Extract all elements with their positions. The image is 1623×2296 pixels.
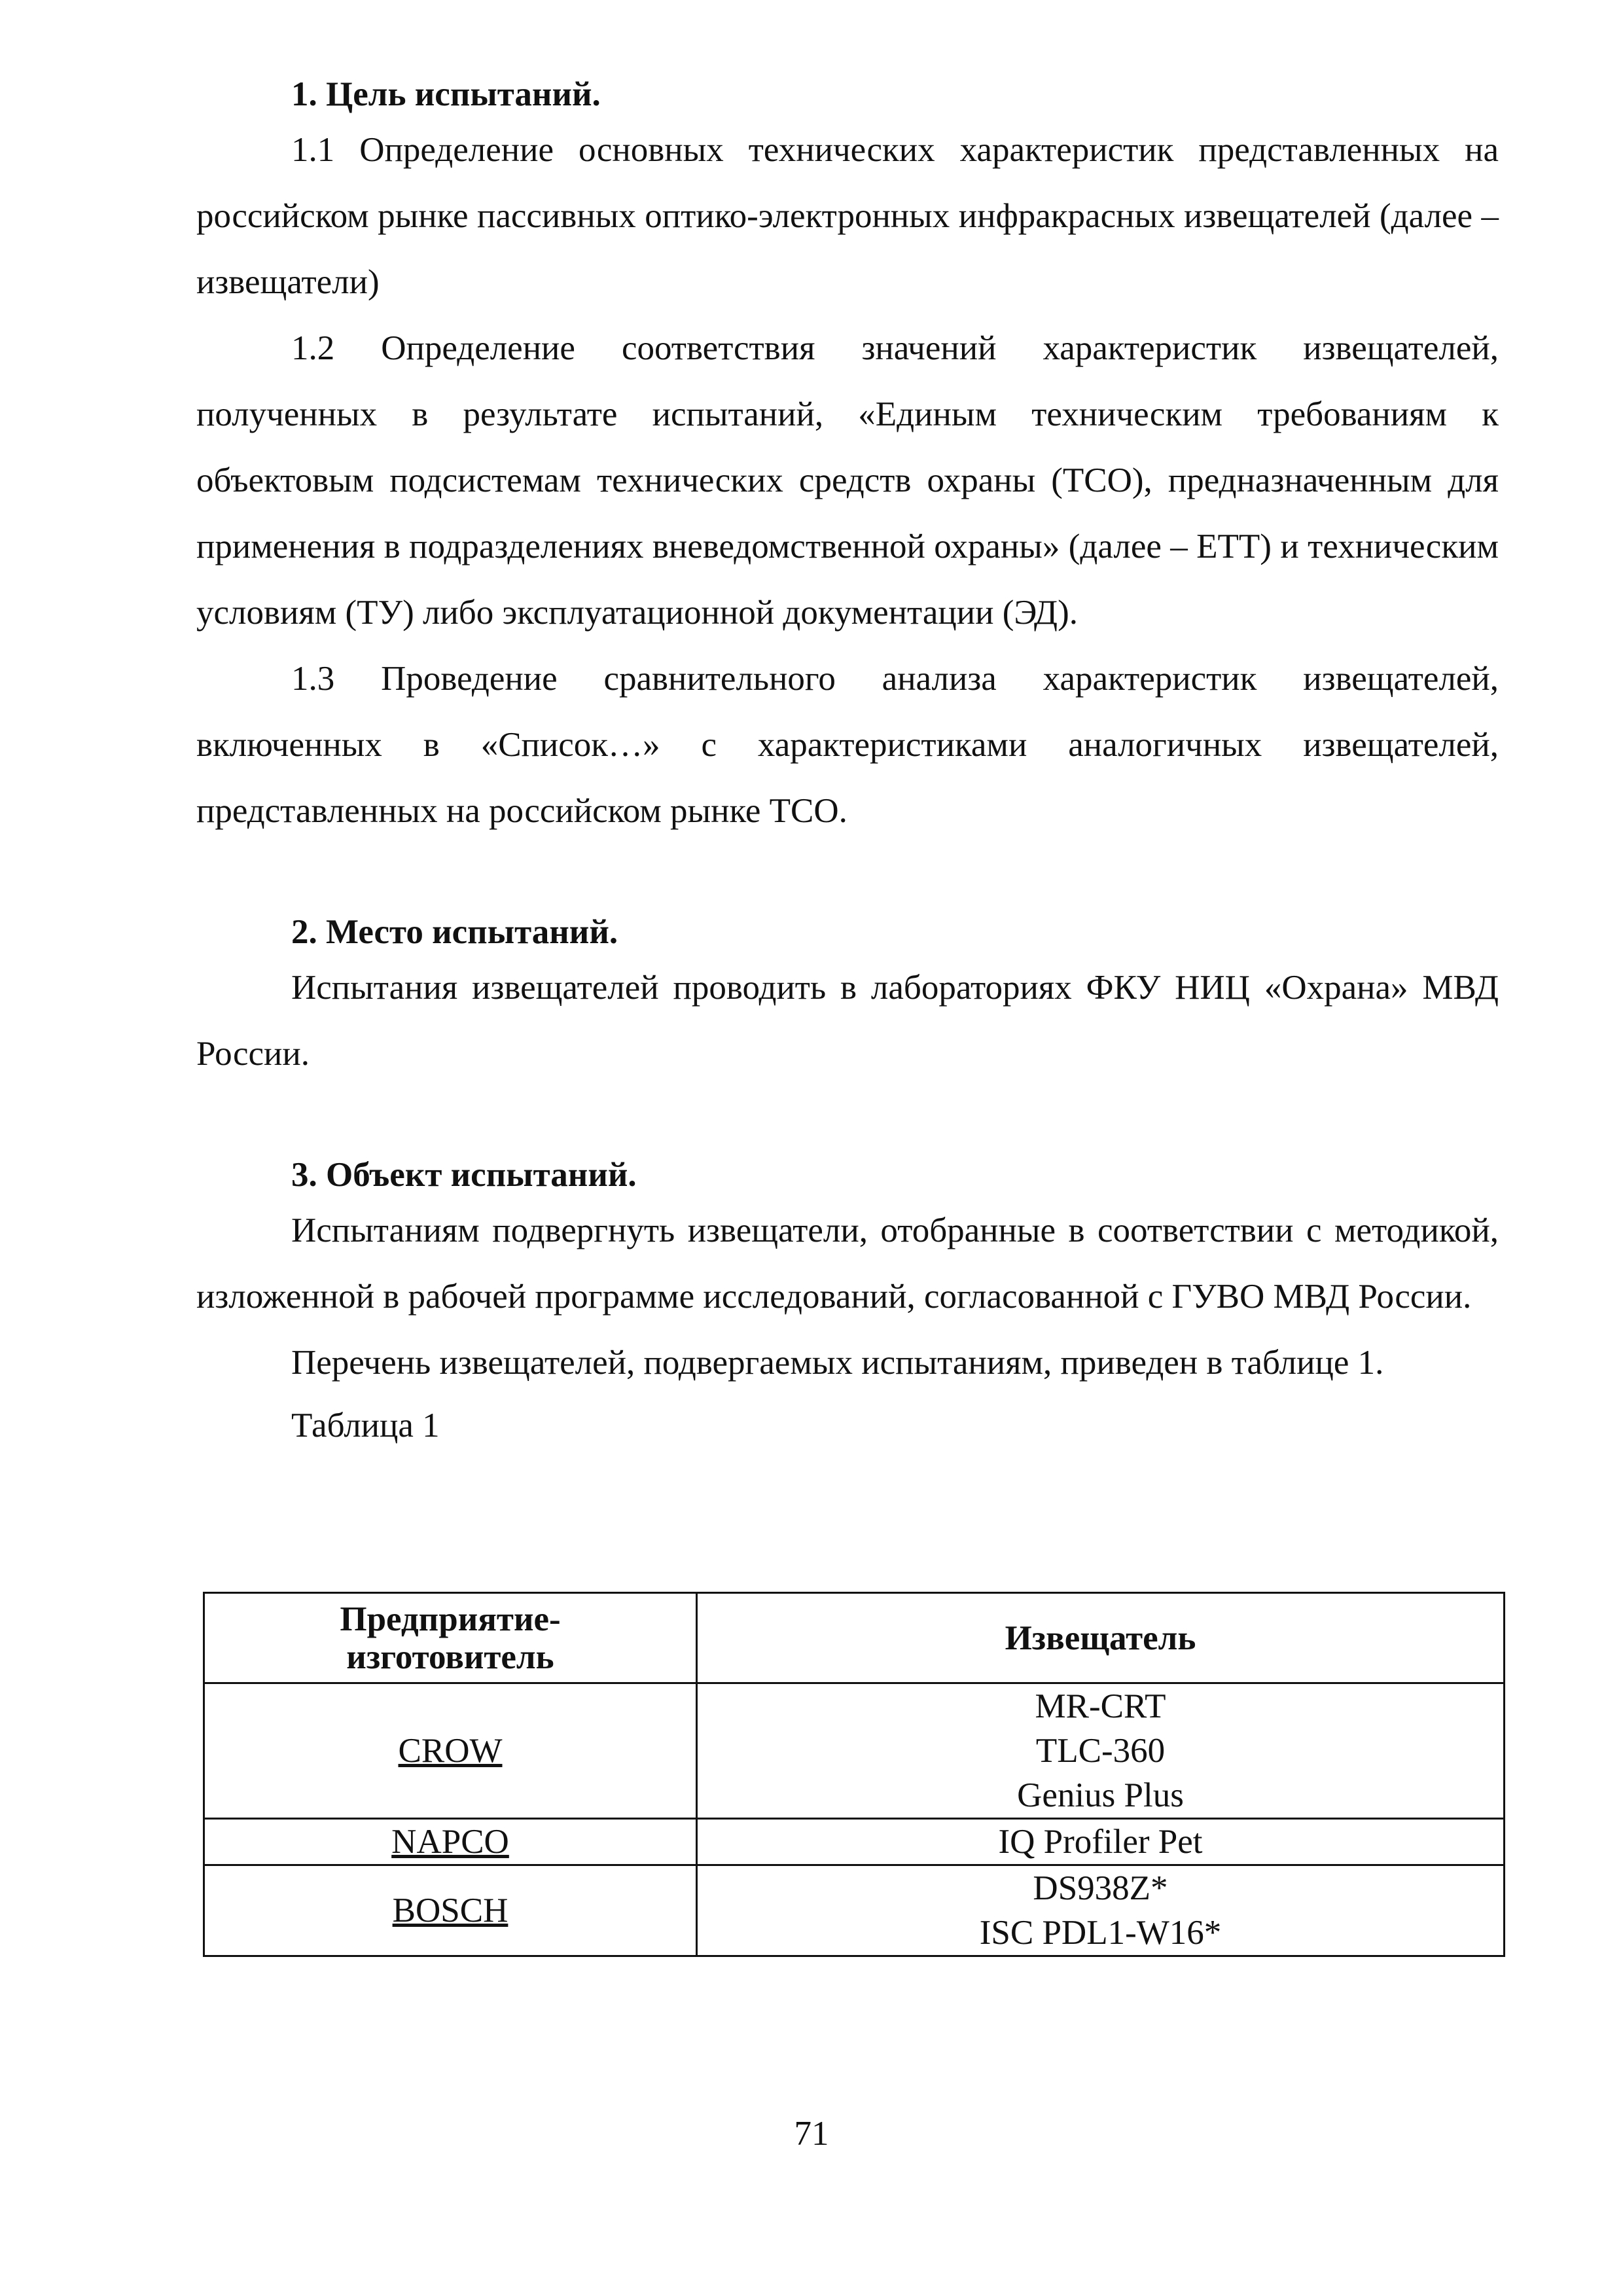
document-body <box>196 72 1499 1455</box>
section-1-para-1: 1.1 Определение основных технических характеристик представленных на российском рынке пассивных оптико-электронных инфракрасных извещателей (далее – извещатели) <box>196 130 1499 301</box>
section-3-title: 3. Объект испытаний. <box>291 1155 637 1194</box>
section-1-para-2: 1.2 Определение соответствия значений характеристик извещателей, полученных в результате испытаний, «Единым техническим требованиям к объектовым подсистемам технических средств охраны (ТСО), предназначенным для применения в подразделениях вневедомственной охраны» (далее – ЕТТ) и техническим условиям (ТУ) либо эксплуатационной документации (ЭД). <box>196 329 1499 632</box>
detector-name: DS938Z* <box>1033 1869 1168 1907</box>
section-3-para-1: Испытаниям подвергнуть извещатели, отобранные в соответствии с методикой, изложенной в рабочей программе исследований, согласованной с ГУВО МВД России. <box>196 1211 1499 1316</box>
manufacturer-cell[interactable] <box>204 1683 697 1819</box>
manufacturer-cell[interactable] <box>204 1865 697 1956</box>
section-1-title: 1. Цель испытаний. <box>291 75 601 113</box>
manufacturer-cell[interactable] <box>204 1819 697 1865</box>
table-caption: Таблица 1 <box>291 1406 440 1444</box>
detector-cell <box>697 1819 1505 1865</box>
detector-name: Genius Plus <box>1017 1776 1184 1814</box>
manufacturer-link[interactable]: NAPCO <box>391 1823 509 1861</box>
section-2-title: 2. Место испытаний. <box>291 912 618 951</box>
manufacturer-link[interactable]: CROW <box>398 1732 503 1770</box>
detectors-table <box>203 1592 1505 1957</box>
table-header-row <box>204 1593 1505 1683</box>
detector-name: IQ Profiler Pet <box>998 1823 1203 1861</box>
table-row <box>204 1819 1505 1865</box>
section-2-para-1: Испытания извещателей проводить в лабораториях ФКУ НИЦ «Охрана» МВД России. <box>196 968 1499 1073</box>
table-row <box>204 1865 1505 1956</box>
detector-cell <box>697 1683 1505 1819</box>
detector-name: ISC PDL1-W16* <box>979 1914 1222 1952</box>
section-1-para-3: 1.3 Проведение сравнительного анализа характеристик извещателей, включенных в «Список…» с характеристиками аналогичных извещателей, представленных на российском рынке ТСО. <box>196 659 1499 830</box>
header-manufacturer: Предприятие- изготовитель <box>204 1593 697 1683</box>
detector-name: TLC-360 <box>1035 1732 1166 1770</box>
detector-name: MR-CRT <box>1035 1687 1166 1725</box>
table-row <box>204 1683 1505 1819</box>
manufacturer-link[interactable]: BOSCH <box>392 1892 508 1929</box>
detector-cell <box>697 1865 1505 1956</box>
page-number: 71 <box>794 2115 829 2153</box>
header-detector: Извещатель <box>697 1593 1505 1683</box>
section-3-para-2: Перечень извещателей, подвергаемых испытаниям, приведен в таблице 1. <box>291 1343 1384 1382</box>
